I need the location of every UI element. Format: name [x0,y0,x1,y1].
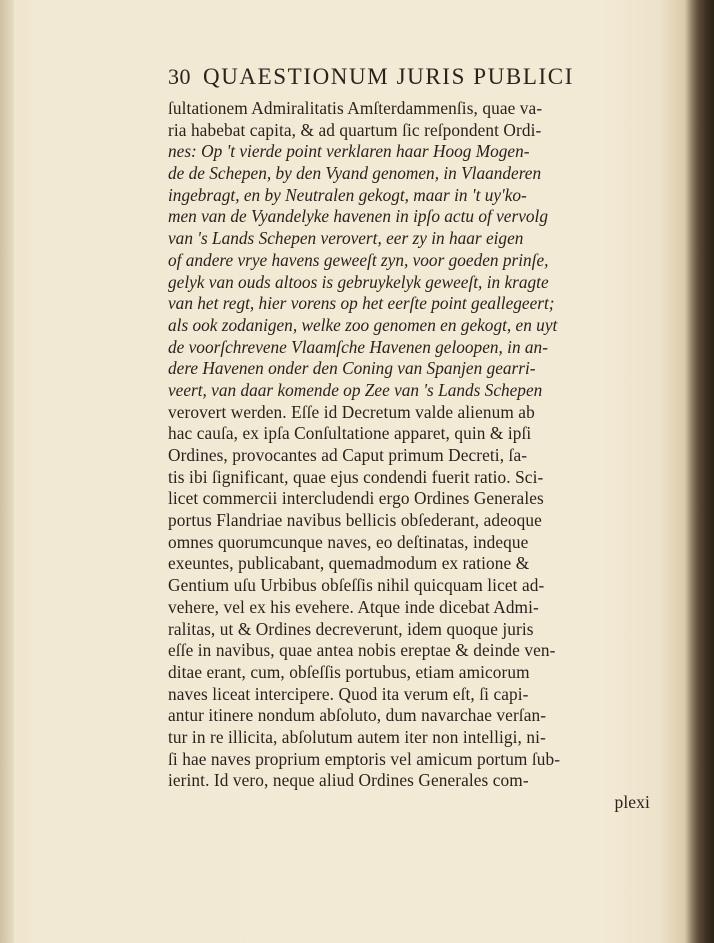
page-edge-shadow [684,0,714,943]
body-text [168,98,656,814]
text-line: nes: Op 't vierde point verklaren haar Hoog Mogen- [168,141,530,162]
text-line: verovert werden. Eſſe id Decretum valde alienum ab [168,401,535,422]
text-line: als ook zodanigen, welke zoo genomen en gekogt, en uyt [168,314,558,335]
text-line: de de Schepen, by den Vyand genomen, in Vlaanderen [168,163,542,184]
text-line: exeuntes, publicabant, quemadmodum ex ratione & [168,553,530,574]
text-line: ingebragt, en by Neutralen gekogt, maar in 't uy'ko- [168,184,527,205]
printed-page [168,64,656,884]
text-line: ſi hae naves proprium emptoris vel amicum portum ſub- [168,748,561,769]
text-line: dere Havenen onder den Coning van Spanjen gearri- [168,358,536,379]
text-line: ralitas, ut & Ordines decreverunt, idem quoque juris [168,618,534,639]
text-line: Gentium uſu Urbibus obſeſſis nihil quicquam licet ad- [168,575,545,596]
text-line: licet commercii intercludendi ergo Ordines Generales [168,488,544,509]
text-line: of andere vrye havens geweeſt zyn, voor goeden prinſe, [168,249,549,270]
text-line: tur in re illicita, abſolutum autem iter non intelligi, ni- [168,726,546,747]
text-line: van het regt, hier vorens op het eerſte point geallegeert; [168,293,555,314]
text-line: vehere, vel ex his evehere. Atque inde dicebat Admi- [168,596,539,617]
text-line: van 's Lands Schepen verovert, eer zy in haar eigen [168,228,524,249]
text-line: antur itinere nondum abſoluto, dum navarchae verſan- [168,705,547,726]
gutter-shadow [0,0,14,943]
text-line: tis ibi ſignificant, quae ejus condendi fuerit ratio. Sci- [168,466,544,487]
text-line: portus Flandriae navibus bellicis obſederant, adeoque [168,510,542,531]
text-line: ierint. Id vero, neque aliud Ordines Generales com- [168,770,529,791]
text-line: naves liceat intercipere. Quod ita verum eſt, ſi capi- [168,683,529,704]
page-number: 30 [168,64,191,89]
running-title: QUAESTIONUM JURIS PUBLICI [203,64,574,89]
text-line: hac cauſa, ex ipſa Conſultatione apparet, quin & ipſi [168,423,532,444]
text-line: ditae erant, cum, obſeſſis portubus, etiam amicorum [168,661,530,682]
text-line: Ordines, provocantes ad Caput primum Decreti, ſa- [168,445,528,465]
text-line: de voorſchrevene Vlaamſche Havenen geloopen, in an- [168,336,548,357]
text-line: omnes quorumcunque naves, eo deſtinatas, indeque [168,531,529,552]
text-line: men van de Vyandelyke havenen in ipſo actu of vervolg [168,206,548,227]
text-line: gelyk van ouds altoos is gebruykelyk geweeſt, in kragte [168,271,549,292]
text-line: ria habebat capita, & ad quartum ſic reſpondent Ordi- [168,119,542,140]
text-line: eſſe in navibus, quae antea nobis ereptae & deinde ven- [168,640,556,661]
running-header [168,64,638,96]
text-line: ſultationem Admiralitatis Amſterdammenſis, quae va- [168,98,543,118]
catchword: plexi [614,792,650,812]
text-line: veert, van daar komende op Zee van 's Lands Schepen [168,379,543,400]
